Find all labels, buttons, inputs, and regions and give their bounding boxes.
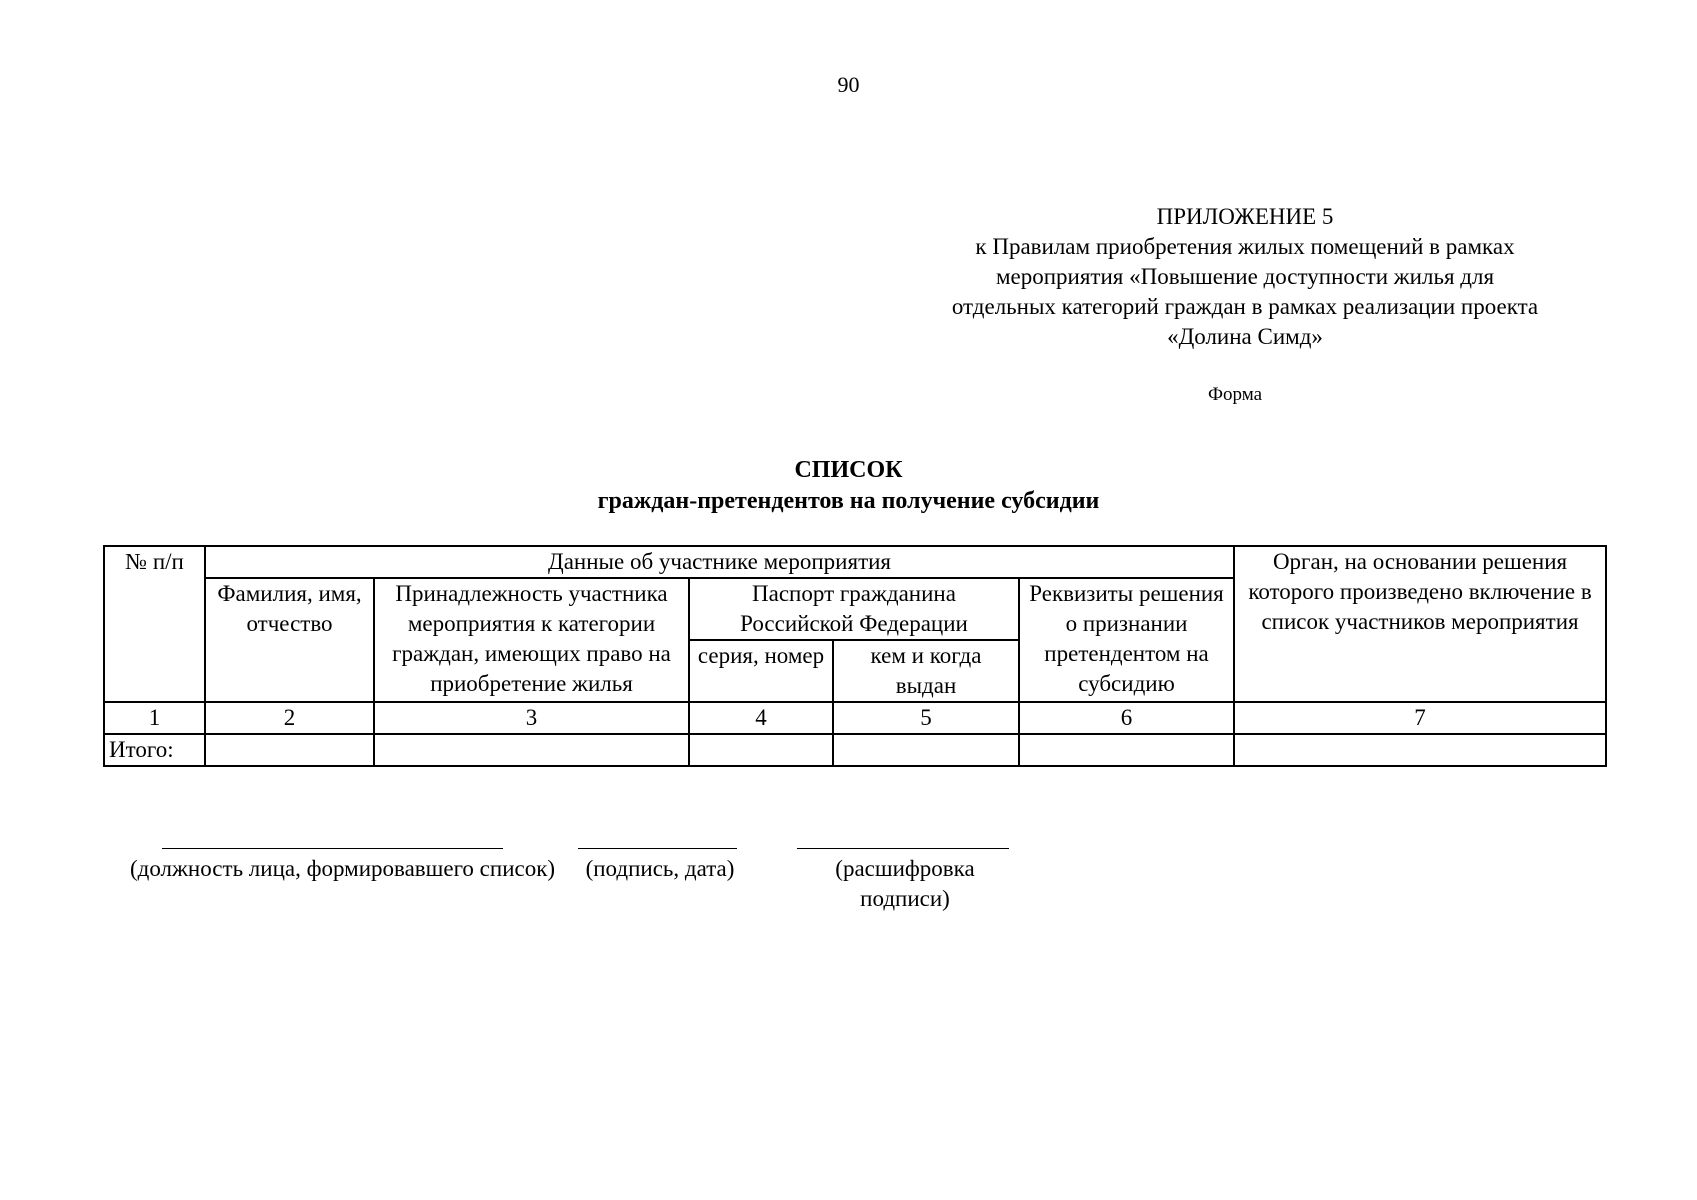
document-title-sub: граждан-претендентов на получение субсидии: [597, 488, 1100, 514]
header-col-issued: кем и когда выдан: [833, 640, 1019, 702]
column-number-cell: 4: [689, 702, 833, 734]
header-col-fio: Фамилия, имя, отчество: [205, 578, 374, 702]
column-number-cell: 5: [833, 702, 1019, 734]
total-label: Итого:: [104, 734, 205, 766]
signature-block: [0, 848, 1697, 928]
header-col-number: № п/п: [104, 546, 205, 702]
column-numbers-row: [104, 702, 1606, 734]
column-number-cell: 1: [104, 702, 205, 734]
signature-date-caption: (подпись, дата): [585, 856, 735, 881]
appendix-line-1: к Правилам приобретения жилых помещений в рамках: [975, 234, 1515, 259]
appendix-line-2: мероприятия «Повышение доступности жилья для: [995, 264, 1495, 289]
appendix-block: [900, 202, 1590, 352]
signature-date-line: [578, 848, 737, 849]
total-cell: [833, 734, 1019, 766]
column-number-cell: 3: [374, 702, 689, 734]
appendix-title: ПРИЛОЖЕНИЕ 5: [1156, 204, 1334, 229]
header-col-series: серия, номер: [689, 640, 833, 702]
form-label: Форма: [1207, 384, 1263, 405]
column-number-cell: 2: [205, 702, 374, 734]
total-row: [104, 734, 1606, 766]
header-col-category: Принадлежность участника мероприятия к категории граждан, имеющих право на приобретение жилья: [374, 578, 689, 702]
page-number: 90: [837, 72, 860, 97]
total-cell: [689, 734, 833, 766]
header-col-authority: Орган, на основании решения которого произведено включение в список участников мероприятия: [1234, 546, 1606, 702]
column-number-cell: 6: [1019, 702, 1234, 734]
header-col-decision: Реквизиты решения о признании претендентом на субсидию: [1019, 578, 1234, 702]
appendix-line-4: «Долина Симд»: [1167, 324, 1323, 349]
position-caption: (должность лица, формировавшего список): [130, 856, 556, 881]
column-number-cell: 7: [1234, 702, 1606, 734]
position-signature-line: [162, 848, 503, 849]
signature-decoding-line: [797, 848, 1009, 849]
total-cell: [205, 734, 374, 766]
signature-decoding-caption: (расшифровка подписи): [835, 856, 975, 911]
total-cell: [1019, 734, 1234, 766]
citizens-list-table: [103, 545, 1607, 767]
total-cell: [374, 734, 689, 766]
header-group-participant: Данные об участнике мероприятия: [205, 546, 1234, 578]
appendix-line-3: отдельных категорий граждан в рамках реализации проекта: [951, 294, 1539, 319]
document-title-main: СПИСОК: [794, 457, 903, 483]
document-title: [0, 455, 1697, 517]
header-group-passport: Паспорт гражданина Российской Федерации: [689, 578, 1019, 640]
total-cell: [1234, 734, 1606, 766]
